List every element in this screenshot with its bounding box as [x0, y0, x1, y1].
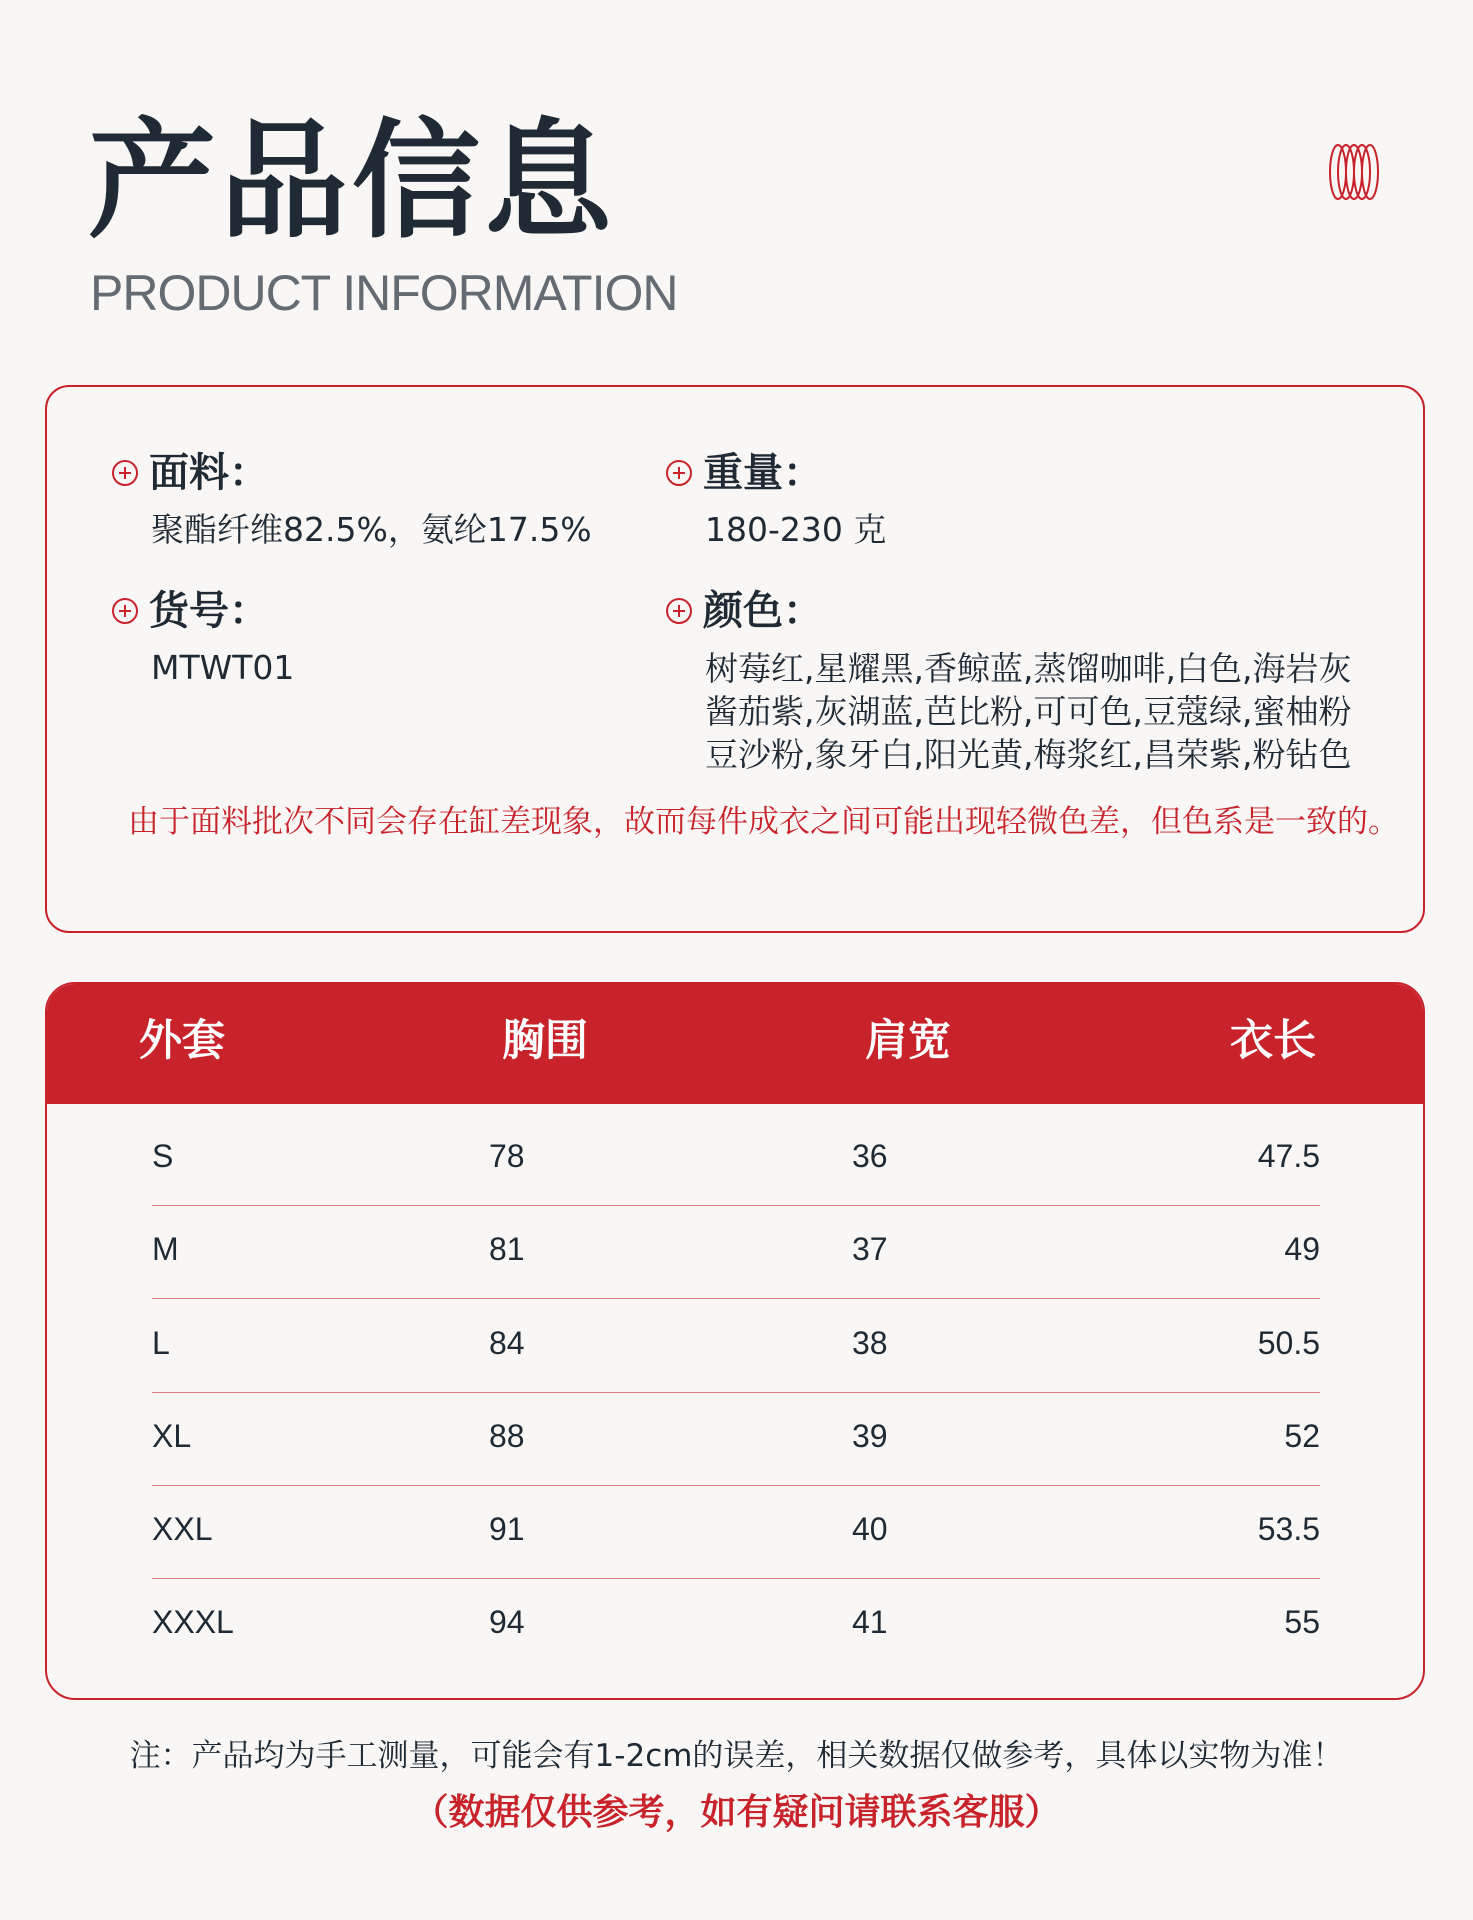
item-no-section [111, 587, 294, 690]
table-row [152, 1299, 1320, 1393]
shoulder-cell: 40 [852, 1511, 888, 1547]
shoulder-cell: 41 [852, 1604, 888, 1640]
table-row [152, 1112, 1320, 1206]
length-cell: 53.5 [1257, 1511, 1320, 1547]
header-cell-chest: 胸围 [502, 1016, 588, 1066]
size-cell: XL [152, 1418, 192, 1454]
length-cell: 47.5 [1257, 1138, 1320, 1174]
chest-cell: 88 [489, 1418, 525, 1454]
weight-label: 重量： [703, 450, 823, 496]
colors-line: 豆沙粉,象牙白,阳光黄,梅浆红,昌荣紫,粉钻色 [705, 735, 1352, 774]
fabric-value: 聚酯纤维82.5%，氨纶17.5% [151, 510, 592, 549]
item-no-value: MTWT01 [151, 648, 295, 687]
page-subtitle: PRODUCT INFORMATION [90, 265, 678, 321]
table-row [152, 1205, 1320, 1299]
color-variance-notice: 由于面料批次不同会存在缸差现象，故而每件成衣之间可能出现轻微色差，但色系是一致的。 [128, 804, 1399, 840]
plus-circle-icon [665, 459, 693, 487]
length-cell: 49 [1284, 1231, 1320, 1267]
weight-value: 180-230 克 [705, 510, 887, 549]
table-row [152, 1392, 1320, 1486]
chest-cell: 94 [489, 1604, 525, 1640]
length-cell: 50.5 [1257, 1325, 1320, 1361]
colors-line: 树莓红,星耀黑,香鲸蓝,蒸馏咖啡,白色,海岩灰 [705, 649, 1352, 688]
colors-line: 酱茄紫,灰湖蓝,芭比粉,可可色,豆蔻绿,蜜柚粉 [705, 692, 1352, 731]
colors-label: 颜色： [703, 588, 823, 634]
plus-circle-icon [111, 459, 139, 487]
weight-section [665, 449, 886, 552]
contact-note: （数据仅供参考，如有疑问请联系客服） [412, 1792, 1061, 1833]
chest-cell: 91 [489, 1511, 525, 1547]
page-title: 产品信息 [88, 107, 617, 256]
item-no-label: 货号： [149, 588, 269, 634]
shoulder-cell: 38 [852, 1325, 888, 1361]
product-info-card [45, 385, 1425, 933]
size-cell: M [152, 1231, 179, 1267]
header-cell-length: 衣长 [1230, 1016, 1316, 1066]
size-table [45, 982, 1425, 1700]
size-cell: XXXL [152, 1604, 234, 1640]
colors-section [665, 587, 1351, 776]
measurement-note: 注：产品均为手工测量，可能会有1-2cm的误差，相关数据仅做参考，具体以实物为准！ [129, 1738, 1344, 1774]
shoulder-cell: 36 [852, 1138, 888, 1174]
plus-circle-icon [111, 597, 139, 625]
header-cell-type: 外套 [139, 1016, 225, 1066]
length-cell: 55 [1284, 1604, 1320, 1640]
header-cell-shoulder: 肩宽 [865, 1016, 951, 1066]
table-row [152, 1485, 1320, 1579]
plus-circle-icon [665, 597, 693, 625]
table-row [152, 1578, 1320, 1671]
chest-cell: 84 [489, 1325, 525, 1361]
rings-icon [1326, 142, 1382, 202]
colors-list [705, 647, 1351, 776]
size-table-header [47, 984, 1423, 1104]
chest-cell: 81 [489, 1231, 525, 1267]
size-cell: L [152, 1325, 170, 1361]
size-cell: XXL [152, 1511, 213, 1547]
fabric-label: 面料： [149, 450, 269, 496]
shoulder-cell: 39 [852, 1418, 888, 1454]
fabric-section [111, 449, 592, 552]
length-cell: 52 [1284, 1418, 1320, 1454]
size-cell: S [152, 1138, 174, 1174]
chest-cell: 78 [489, 1138, 525, 1174]
shoulder-cell: 37 [852, 1231, 888, 1267]
